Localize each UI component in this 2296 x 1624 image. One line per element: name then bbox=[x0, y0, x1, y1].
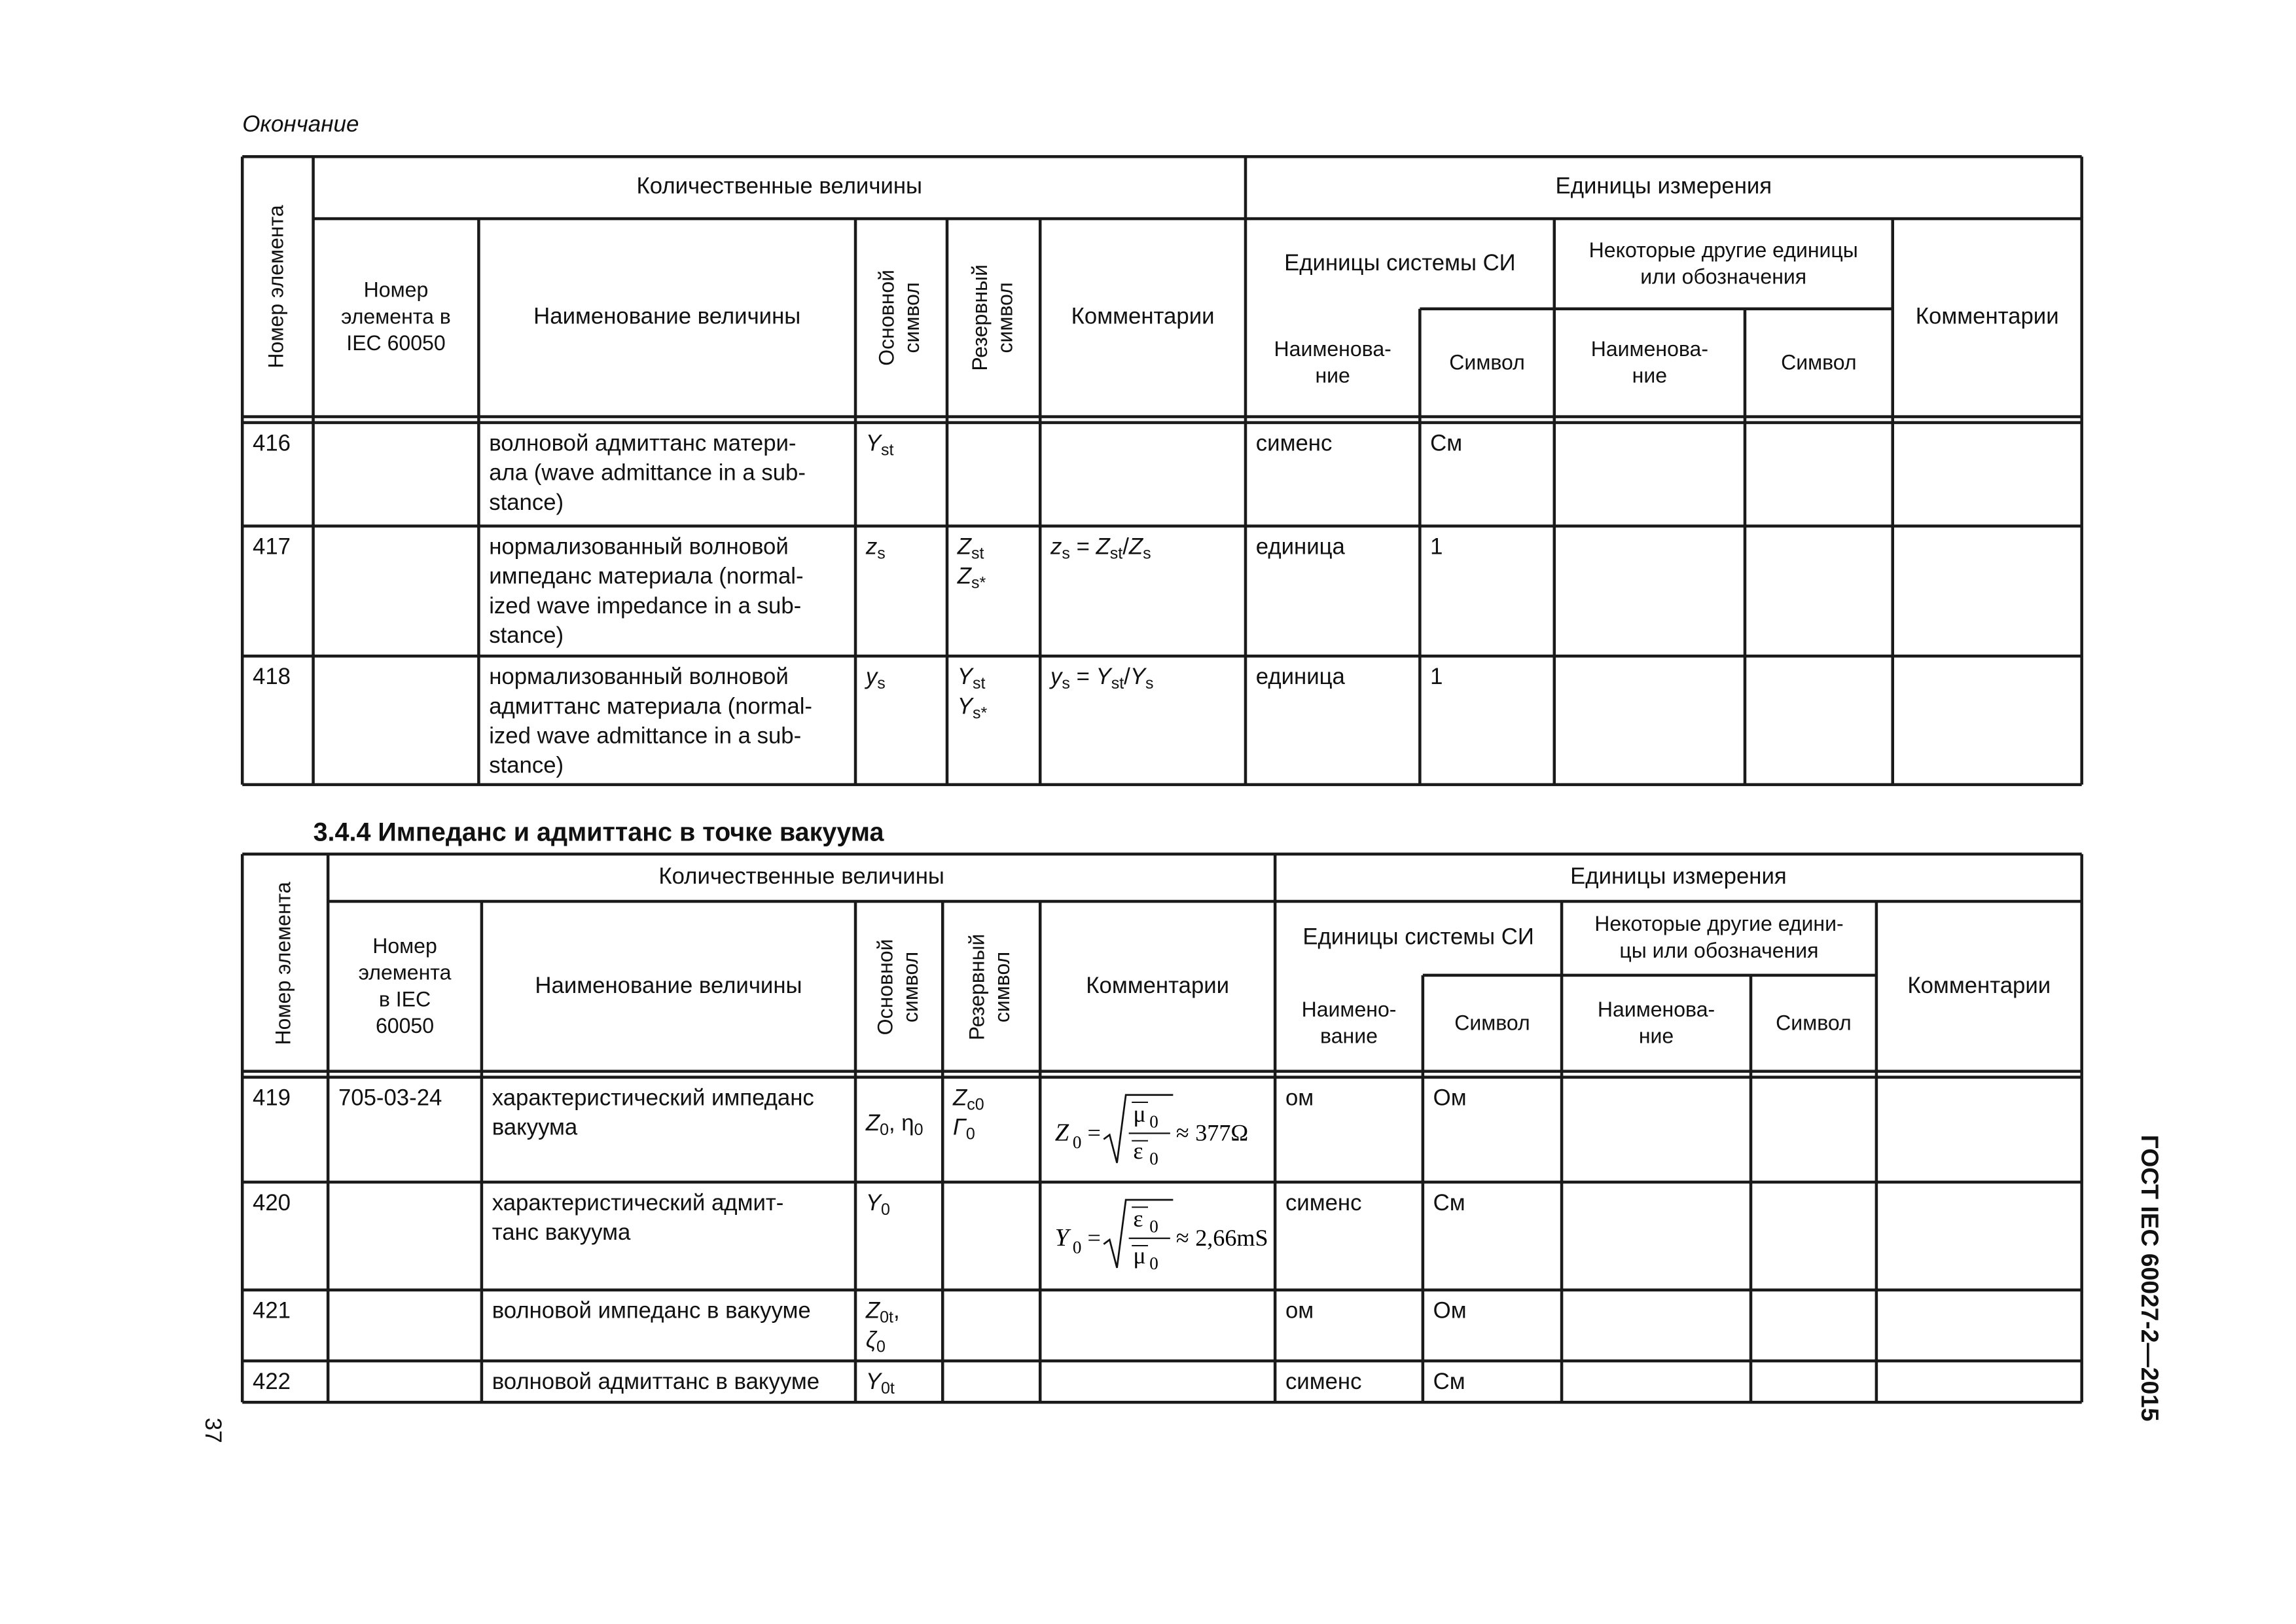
unit-name-cell: сименс bbox=[1255, 431, 1333, 457]
unit-symbol-cell: Ом bbox=[1433, 1086, 1467, 1111]
main-symbol-cell: $Y_{0t}$ bbox=[865, 1369, 895, 1398]
page-number: 37 bbox=[199, 1417, 225, 1443]
main-symbol-cell: $Y_{st}$ bbox=[865, 431, 894, 460]
formula-equals: = bbox=[1087, 1119, 1101, 1146]
other-unit-name-header: Наименова- ние bbox=[1590, 337, 1709, 388]
other-unit-name-header: Наименова- ние bbox=[1597, 998, 1715, 1049]
units-header: Единицы измерения bbox=[1570, 864, 1787, 890]
formula-approx: ≈ bbox=[1175, 1224, 1189, 1251]
reserve-symbol-cell: $Y_{st}$ $Y_{s*}$ bbox=[957, 664, 988, 723]
quantity-name-cell: характеристический импеданс вакуума bbox=[492, 1086, 814, 1141]
si-units-header: Единицы системы СИ bbox=[1302, 925, 1534, 950]
quantity-name-cell: волновой адмиттанс матери- ала (wave admittance in a sub- stance) bbox=[489, 431, 806, 516]
reserve-symbol-cell: $Z_{st}$ $Z_{s*}$ bbox=[957, 535, 986, 593]
quantity-name-cell: волновой импеданс в вакууме bbox=[492, 1299, 811, 1324]
unit-symbol-cell: 1 bbox=[1430, 535, 1443, 560]
main-symbol-cell: $Y_0$ bbox=[865, 1191, 890, 1219]
comments-header: Комментарии bbox=[1086, 973, 1230, 998]
iec-number-cell bbox=[314, 526, 479, 657]
si-unit-name-header: Наимено- вание bbox=[1301, 998, 1397, 1049]
iec-number-header: Номер элемента в IEC 60050 bbox=[341, 279, 451, 357]
quantity-name-cell: нормализованный волновой импеданс материала (normal- ized wave impedance in a sub- stance) bbox=[489, 535, 804, 649]
unit-name-cell: единица bbox=[1255, 535, 1345, 560]
formula-equals: = bbox=[1087, 1224, 1101, 1251]
formula-numerator-sub: 0 bbox=[1149, 1111, 1158, 1132]
section-heading: 3.4.4 Импеданс и адмиттанс в точке вакуума bbox=[313, 817, 884, 847]
comments-header: Комментарии bbox=[1071, 304, 1215, 330]
formula-numerator: μ bbox=[1133, 1100, 1146, 1127]
quantities-header: Количественные величины bbox=[658, 864, 944, 890]
main-symbol-cell: $Z_0$, $\eta_0$ bbox=[865, 1111, 924, 1140]
comment-cell: $z_s = Z_{st}/Z_s$ bbox=[1050, 535, 1151, 564]
other-units-header: Некоторые другие едини- цы или обозначения bbox=[1594, 913, 1844, 964]
quantity-name-header: Наименование величины bbox=[533, 304, 801, 330]
unit-name-cell: ом bbox=[1285, 1299, 1314, 1324]
main-symbol-header: Основной символ bbox=[876, 269, 925, 366]
iec-number-cell bbox=[328, 1361, 482, 1402]
reserve-symbol-header: Резервный символ bbox=[966, 933, 1015, 1040]
iec-number-cell bbox=[314, 656, 479, 784]
formula-denominator: μ bbox=[1133, 1242, 1146, 1269]
unit-name-cell: единица bbox=[1255, 664, 1345, 691]
item-number-cell: 422 bbox=[253, 1369, 291, 1395]
formula-420 bbox=[1043, 1191, 1277, 1279]
item-number-cell: 421 bbox=[253, 1299, 291, 1324]
iec-number-header: Номер элемента в IEC 60050 bbox=[358, 934, 452, 1038]
item-number-cell: 418 bbox=[253, 664, 291, 691]
units-header: Единицы измерения bbox=[1555, 174, 1772, 200]
unit-name-cell: ом bbox=[1285, 1086, 1314, 1111]
formula-value: 2,66mS bbox=[1195, 1224, 1268, 1251]
iec-number-cell bbox=[328, 1182, 482, 1290]
iec-number-cell bbox=[314, 423, 479, 526]
formula-denominator-sub: 0 bbox=[1149, 1254, 1158, 1274]
unit-symbol-cell: См bbox=[1433, 1369, 1465, 1395]
quantity-name-header: Наименование величины bbox=[535, 973, 802, 998]
si-unit-symbol-header: Символ bbox=[1449, 351, 1525, 375]
item-number-cell: 416 bbox=[253, 431, 291, 457]
formula-numerator-sub: 0 bbox=[1149, 1216, 1158, 1236]
other-unit-symbol-header: Символ bbox=[1776, 1011, 1852, 1036]
item-number-cell: 417 bbox=[253, 535, 291, 560]
quantities-header: Количественные величины bbox=[636, 174, 923, 200]
unit-symbol-cell: Ом bbox=[1433, 1299, 1467, 1324]
unit-comments-header: Комментарии bbox=[1907, 973, 2051, 998]
formula-approx: ≈ bbox=[1175, 1119, 1189, 1146]
item-number-header: Номер элемента bbox=[265, 205, 289, 369]
formula-value: 377Ω bbox=[1195, 1119, 1249, 1146]
document-code: ГОСТ IEC 60027-2—2015 bbox=[2136, 1134, 2162, 1422]
si-unit-symbol-header: Символ bbox=[1454, 1011, 1530, 1036]
quantity-name-cell: волновой адмиттанс в вакууме bbox=[492, 1369, 820, 1395]
comment-cell: $y_s = Y_{st}/Y_s$ bbox=[1050, 664, 1154, 693]
unit-symbol-cell: 1 bbox=[1430, 664, 1443, 691]
si-unit-name-header: Наименова- ние bbox=[1274, 337, 1391, 388]
formula-lhs: Y bbox=[1054, 1223, 1069, 1252]
formula-lhs-sub: 0 bbox=[1072, 1132, 1082, 1152]
si-units-header: Единицы системы СИ bbox=[1284, 250, 1516, 276]
reserve-symbol-cell: $Z_{c0}$ $\Gamma_0$ bbox=[953, 1086, 984, 1144]
item-number-cell: 419 bbox=[253, 1086, 291, 1111]
item-number-header: Номер элемента bbox=[272, 881, 296, 1045]
formula-numerator: ε bbox=[1133, 1205, 1143, 1232]
main-symbol-cell: $y_s$ bbox=[865, 664, 886, 693]
main-symbol-cell: $Z_{0t}$, $\zeta_0$ bbox=[865, 1299, 900, 1357]
item-number-cell: 420 bbox=[253, 1191, 291, 1216]
unit-name-cell: сименс bbox=[1285, 1191, 1362, 1216]
formula-lhs-sub: 0 bbox=[1072, 1237, 1082, 1257]
other-units-header: Некоторые другие единицы или обозначения bbox=[1588, 238, 1858, 289]
iec-number-cell: 705-03-24 bbox=[338, 1086, 442, 1111]
other-unit-symbol-header: Символ bbox=[1781, 351, 1857, 375]
reserve-symbol-header: Резервный символ bbox=[968, 264, 1018, 371]
formula-denominator: ε bbox=[1133, 1137, 1143, 1164]
main-symbol-cell: $z_s$ bbox=[865, 535, 886, 564]
quantity-name-cell: характеристический адмит- танс вакуума bbox=[492, 1191, 784, 1246]
quantity-name-cell: нормализованный волновой адмиттанс материала (normal- ized wave admittance in a sub- stance) bbox=[489, 664, 813, 779]
main-symbol-header: Основной символ bbox=[874, 938, 923, 1035]
continuation-label: Окончание bbox=[242, 112, 359, 137]
unit-comments-header: Комментарии bbox=[1915, 304, 2059, 330]
iec-number-cell bbox=[328, 1290, 482, 1361]
unit-symbol-cell: См bbox=[1430, 431, 1463, 457]
unit-symbol-cell: См bbox=[1433, 1191, 1465, 1216]
formula-419 bbox=[1043, 1086, 1277, 1174]
formula-lhs: Z bbox=[1054, 1119, 1069, 1147]
formula-denominator-sub: 0 bbox=[1149, 1148, 1158, 1168]
unit-name-cell: сименс bbox=[1285, 1369, 1362, 1395]
